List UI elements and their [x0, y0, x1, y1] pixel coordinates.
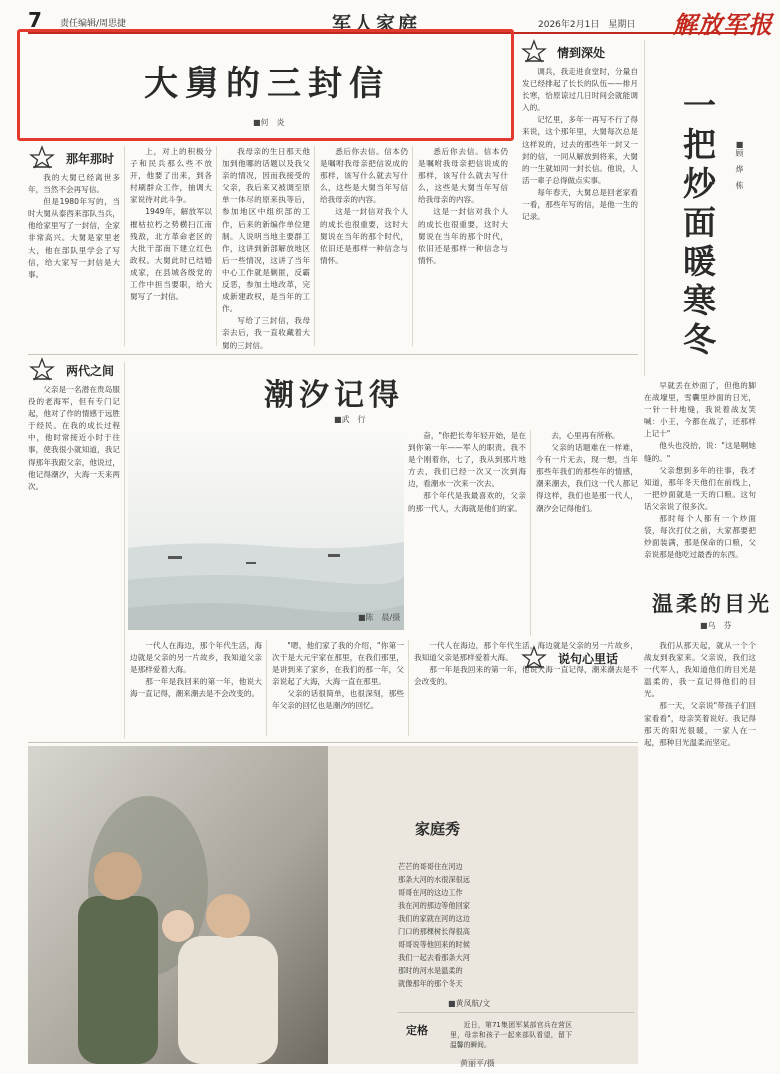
main-article-col-5	[522, 66, 638, 374]
column-divider	[644, 40, 645, 376]
paragraph: 1949年，解放军以摧枯拉朽之势横扫江南残敌，北方革命老区的大批干部南下建立红色政权。大舅此时已结婚成家，在县城各级党的工作中担当要职，给大舅写了一封信。	[130, 207, 212, 302]
paragraph: 那一年是我回来的第一年，他说大海一直记得，潮来潮去是不会改变的。	[414, 665, 638, 687]
article3-title[interactable]: 一把炒面暖寒冬	[678, 88, 717, 361]
article4-body	[644, 640, 756, 1060]
paragraph: 调兵，我走进食堂时，分量自发已经排起了长长的队伍——排月长寒，恰原谅过几日时间会就能调入的。	[522, 67, 638, 113]
section-title: 军人家庭	[332, 13, 421, 35]
feature-panel	[328, 746, 638, 1064]
paragraph: 我们从那天起，就从一个个战友到我家来。父亲说，我们这一代军人，我知道他们的目光是温柔的，我一直记得他们的目光。	[644, 641, 756, 699]
article2-title[interactable]: 潮汐记得	[264, 378, 404, 413]
column-divider	[530, 430, 531, 636]
paragraph: 写给了三封信，我母亲去后，我一直收藏着大舅的三封信。	[222, 316, 310, 350]
paragraph: 近日，第71集团军某部官兵在营区里，母亲和孩子一起来部队看望，留下温馨的瞬间。	[450, 1021, 572, 1049]
feature-poem	[398, 860, 470, 990]
section-rule	[28, 742, 638, 743]
paragraph: 我的大舅已经离世多年，当然不会再写信。	[28, 173, 120, 195]
paragraph: 那时每个人都有一个炒面袋，每次打仗之前，大家都要把炒面装满，那是保命的口粮，父亲说那是他吃过最香的东西。	[644, 514, 756, 560]
main-article-byline: ■何 炎	[253, 118, 285, 127]
seascape-photo	[128, 430, 404, 630]
feature-poem-text: 芒芒的哥哥住在河边 那条大河的水很深很远 哥哥在河的这边工作 我在河的那边等他回家 我们的家就在河的这边 门口的那棵树长得很高 哥哥说等他回来的时候 我们一起去看那条大河 那时的河水是温柔的 就像那年的那个冬天	[398, 862, 470, 988]
caption-rule	[398, 1012, 634, 1013]
caption-text	[450, 1020, 572, 1056]
column-divider	[124, 146, 125, 346]
main-article-title[interactable]: 大舅的三封信	[144, 64, 390, 104]
caption-title: 定格	[406, 1024, 428, 1037]
paragraph: 那一天，父亲说"带孩子们回家看看"，母亲笑着说好。我记得那天的阳光很暖，一家人在一起，那种目光温柔而坚定。	[644, 701, 756, 747]
family-photo	[28, 746, 328, 1064]
column-divider	[314, 146, 315, 346]
star-icon	[30, 358, 54, 380]
article2-subheading-2: 说句心里话	[558, 652, 619, 666]
paragraph: 去，心里再有所称。	[551, 431, 620, 440]
paragraph: 每年春天，大舅总是回老家看一看，那些年写的信，是他一生的记录。	[522, 187, 638, 222]
article2-col-1	[28, 384, 120, 736]
paragraph: 一代人在海边，那个年代生活，海边就是父亲的另一片故乡，我知道父亲是那样爱着大海。	[130, 641, 262, 675]
caption-credit: 黄丽平/摄	[460, 1059, 495, 1068]
paragraph: 这是一封信对我个人的成长也很重要，这时大舅说在当年的那个时代，依旧还是那样一种信念与情怀。	[418, 207, 508, 265]
article2-byline: ■武 行	[334, 415, 366, 424]
paragraph: 他头也没抬，说："这是啊她缝的。"	[644, 441, 756, 463]
editor-credit: 责任编辑/周思捷	[60, 19, 127, 29]
paragraph: 那个年代是我最喜欢的，父亲的那一代人，大海就是他们的家。	[408, 491, 526, 513]
paragraph: 父亲的话题难在一样难，今有一片无去，现一想，当年那些年我们的那些年的情感，潮来潮去，我们这一代人都记得这样，我们也是那一代人，潮汐会记得他们。	[536, 443, 638, 513]
article4-byline: ■乌 芬	[700, 621, 732, 630]
paragraph: 父亲的话很简单，也很深刻，那些年父亲的回忆也是潮汐的回忆。	[272, 689, 404, 711]
main-article-col-1	[28, 172, 120, 344]
paragraph: 奋，"你把长寿年轻开始，是在到你第一年——军人的职责。我不是个刚着你，七了，我从到那片地方去，我们已经一次又一次到海边，看潮水一次来一次去。	[408, 431, 526, 489]
star-icon	[522, 646, 546, 668]
article2-col-2	[130, 640, 262, 736]
paragraph: 父亲是一名潜在贵岛服役的老海军，但有专门记起，他对了作的情感于远胜于经民。在我的成长过程中，他时常接近小时于往事，使我很小就知道，我记得那年我跟父亲，他说过，他记得潮汐，大海一天来两次。	[28, 385, 120, 491]
article3-body	[644, 380, 756, 576]
section-rule	[28, 354, 638, 355]
main-article-col-2	[130, 146, 212, 344]
article3-byline: ■顾 烨 栋	[735, 140, 744, 189]
main-article-col-4b	[418, 146, 508, 344]
column-divider	[124, 362, 125, 738]
paragraph: 悉后你去信。信本仍是嘱咐我母亲把信说成的那样，该写什么就去写什么，这些是大舅当年写信给我母亲的内容。	[418, 147, 508, 205]
paragraph: 早就丢在炒面了，但他的脚在战壕里，雪囊里炒面的日光，一针一针地缝，我说着战友笑喊：小王，今都在战了，还那样上记十"	[644, 381, 756, 439]
paragraph: 我母亲的生日那天他加到他哪的话题以及我父亲的情况，因而我接受的父亲，我后来又被调至原单一体尽的原来执等后，参加地区中组织部的工作，后来的新编作单位建制。人说明当地主要群工作，这讲到新部解放地区后一些情况，这讲了当年中心工作就是剿匪，反霸反恶，参加土地改革，完成新建政权，是当年的工作。	[222, 147, 310, 314]
article4-title[interactable]: 温柔的目光	[652, 591, 772, 616]
column-divider	[412, 146, 413, 346]
poem-author: ■黄凤航/文	[448, 999, 491, 1008]
paragraph: "嗯，他们家了我的介绍，"你第一次干是大元宇家在那里，在我们那里，是讲到来了家乡，在我们的那一年，父亲说起了大海，大海一直在那里。	[272, 641, 404, 687]
column-divider	[216, 146, 217, 346]
paragraph: 那一年是我回来的第一年，他说大海一直记得，潮来潮去是不会改变的。	[130, 677, 262, 699]
paragraph: 一代人在海边，那个年代生活，海边就是父亲的另一片故乡，我知道父亲是那样爱着大海。	[414, 641, 638, 663]
star-icon	[522, 40, 546, 62]
family-photo-art	[28, 746, 328, 1064]
paragraph: 记忆里，多年一再写不行了得来说，这个那年里，大舅每次总是这样说的，过去的那些年一封又一封的信，一同从解放到将来，大舅的一生就如同一封长信。他说，人活一辈子总得做点实事。	[522, 115, 638, 185]
paragraph: 父亲想到多年的往事，我才知道，那年冬天他们在前线上，一把炒面就是一天的口粮。这句话父亲说了很多次。	[644, 465, 756, 511]
article2-subheading-1: 两代之间	[66, 364, 115, 378]
newspaper-logo: 解放军报	[673, 10, 773, 39]
page-number: 7	[28, 8, 42, 32]
main-subheading-1: 那年那时	[66, 152, 115, 166]
article2-col-3	[408, 430, 526, 638]
paragraph: 这是一封信对我个人的成长也很重要，这时大舅说在当年的那个时代，依旧还是那样一种信念与情怀。	[320, 207, 408, 265]
paragraph: 悉后你去信。信本仍是嘱咐我母亲把信说成的那样，该写什么就去写什么，这些是大舅当年写信给我母亲的内容。	[320, 147, 408, 205]
main-article-col-3	[222, 146, 310, 350]
photo-credit: ■陈 晨/摄	[358, 613, 401, 622]
column-divider	[266, 640, 267, 736]
article2-col-5	[536, 430, 638, 638]
article2-col-4	[272, 640, 404, 736]
main-article-col-4	[320, 146, 408, 344]
main-subheading-2: 情到深处	[557, 46, 606, 60]
issue-date: 2026年2月1日 星期日	[538, 20, 636, 30]
column-divider	[408, 640, 409, 736]
paragraph: 但是1980年写的，当时大舅从泰西来部队当兵，他给家里写了一封信，全家非常高兴。大舅是家里老大，他在部队里学会了写信，给大家写一封信是大事。	[28, 197, 120, 279]
paragraph: 上，对上的积极分子和民兵那么些不放开，他要了出来，到各村刷群众工作，抽调大家说待对此斗争。	[130, 147, 212, 205]
star-icon	[30, 146, 54, 168]
feature-label: 家庭秀	[415, 820, 461, 838]
